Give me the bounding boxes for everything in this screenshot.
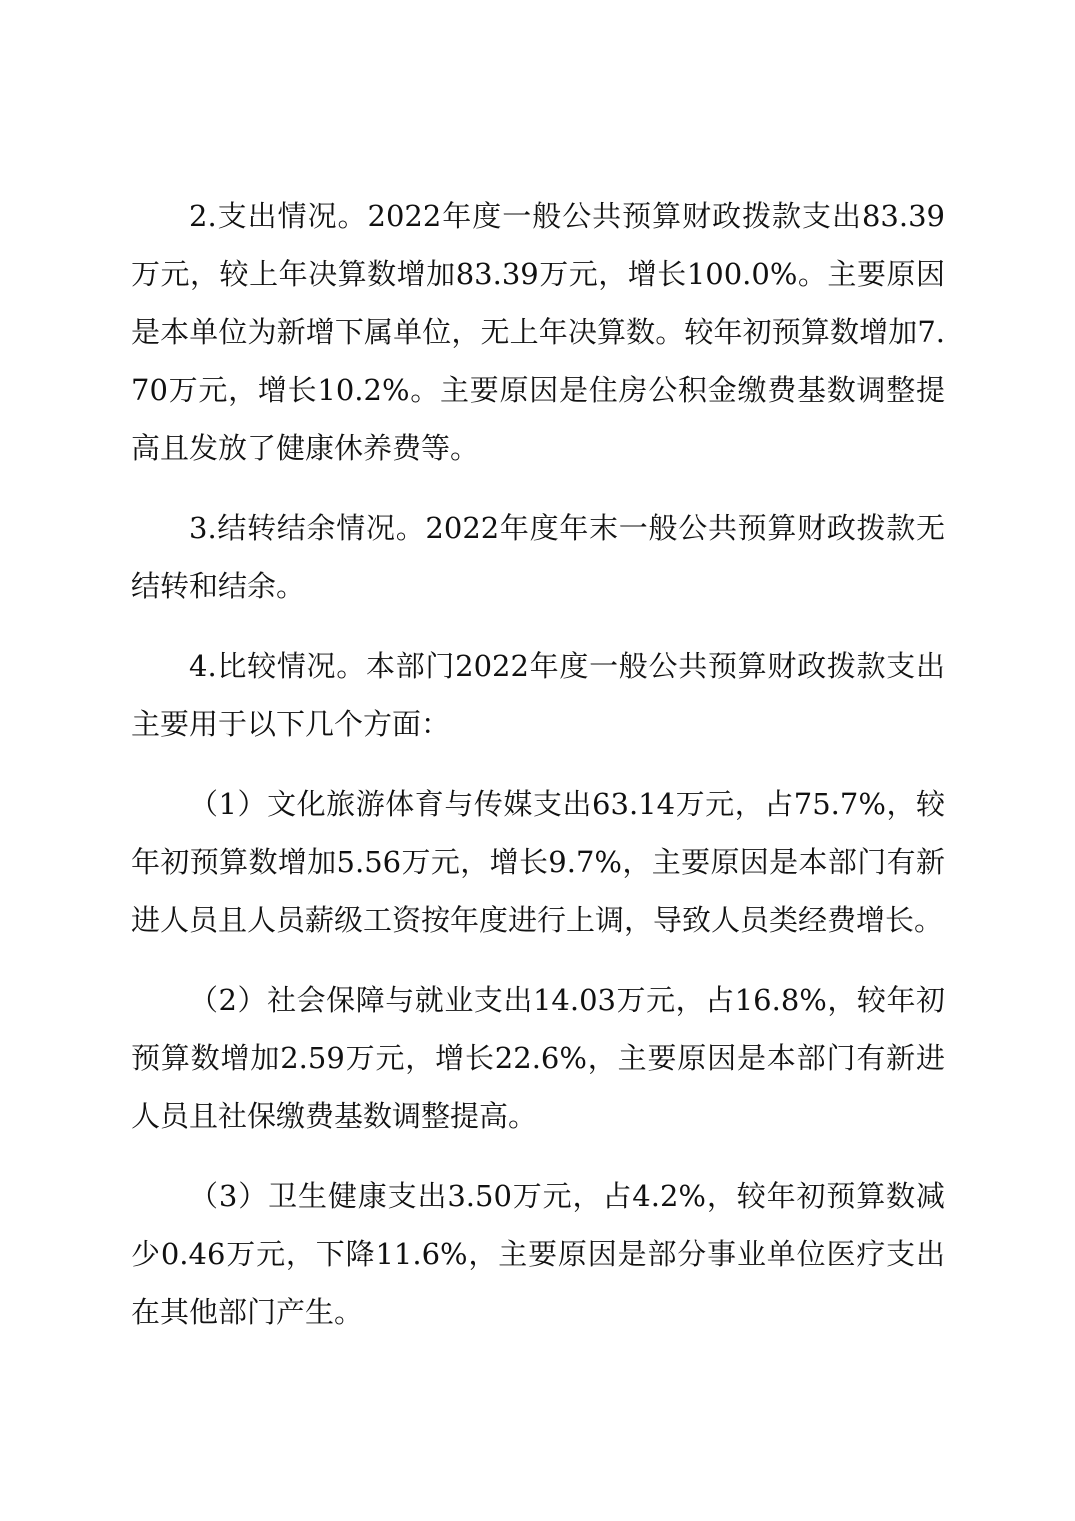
document-page	[131, 187, 945, 1363]
paragraph-comparison: 4.比较情况。本部门2022年度一般公共预算财政拨款支出主要用于以下几个方面：	[131, 649, 945, 741]
paragraph-item-health: （3）卫生健康支出3.50万元，占4.2%，较年初预算数减少0.46万元，下降11.6%，主要原因是部分事业单位医疗支出在其他部门产生。	[131, 1179, 945, 1329]
paragraph-item-social-security: （2）社会保障与就业支出14.03万元，占16.8%，较年初预算数增加2.59万元，增长22.6%，主要原因是本部门有新进人员且社保缴费基数调整提高。	[131, 983, 945, 1133]
paragraph-carryover: 3.结转结余情况。2022年度年末一般公共预算财政拨款无结转和结余。	[131, 511, 945, 603]
paragraph-item-culture: （1）文化旅游体育与传媒支出63.14万元，占75.7%，较年初预算数增加5.56万元，增长9.7%，主要原因是本部门有新进人员且人员薪级工资按年度进行上调，导致人员类经费增长。	[131, 787, 945, 937]
paragraph-expenditure: 2.支出情况。2022年度一般公共预算财政拨款支出83.39万元，较上年决算数增加83.39万元，增长100.0%。主要原因是本单位为新增下属单位，无上年决算数。较年初预算数增加7.70万元，增长10.2%。主要原因是住房公积金缴费基数调整提高且发放了健康休养费等。	[131, 199, 945, 465]
